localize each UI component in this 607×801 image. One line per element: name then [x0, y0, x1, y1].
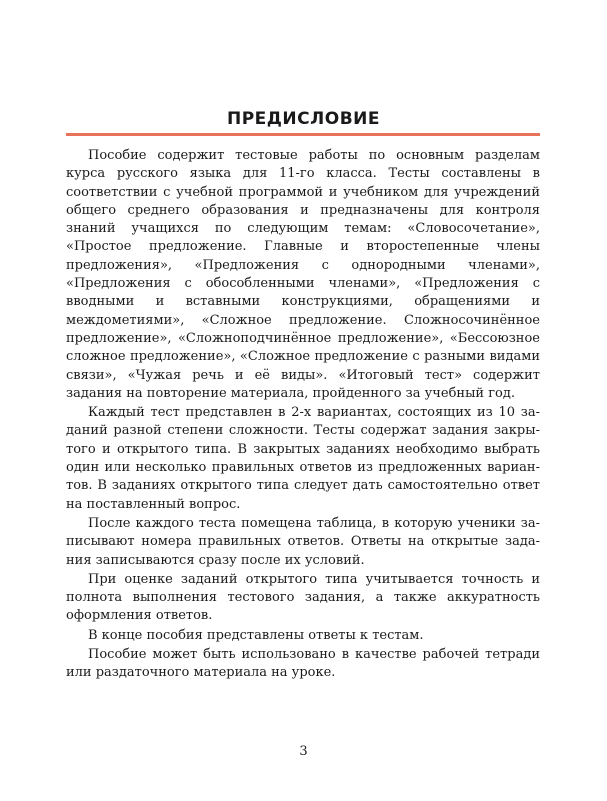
title-underline [66, 133, 540, 136]
paragraph: Пособие содержит тестовые работы по основным разделам курса русского языка для 11-го класса. Тесты составлены в соответствии с учебной программой и учебником для учреждений общего среднего образования и предназначены для контроля знаний учащихся по следующим темам: «Словосочетание», «Простое предложение. Главные и второстепенные члены предложения», «Предложения с однородными членами», «Предложения с обособленными членами», «Предложения с вводными и вставными конструкциями, обращениями и междометиями», «Сложное предложение. Сложносочинённое предложение», «Сложноподчинённое предложение», «Бессоюзное сложное предложение», «Сложное предложение с разными видами связи», «Чужая речь и её виды». «Итоговый тест» содержит задания на повторение материала, пройденного за учебный год. [66, 148, 540, 401]
paragraph: Пособие может быть использовано в качестве рабочей тетради или раздаточного материала на уроке. [66, 647, 540, 681]
paragraph: При оценке заданий открытого типа учитывается точность и полнота выполнения тестового задания, а также аккуратность оформления ответов. [66, 571, 540, 624]
preface-body [66, 147, 540, 684]
page-number: 3 [299, 744, 308, 759]
page-title: ПРЕДИСЛОВИЕ [226, 109, 380, 129]
paragraph: В конце пособия представлены ответы к тестам. [88, 627, 424, 643]
paragraph: После каждого теста помещена таблица, в которую ученики записывают номера правильных ответов. Ответы на открытые задания записываются сразу после их условий. [66, 515, 540, 568]
paragraph: Каждый тест представлен в 2-х вариантах, состоящих из 10 заданий разной степени сложности. Тесты содержат задания закрытого и открытого типа. В закрытых заданиях необходимо выбрать один или несколько правильных ответов из предложенных вариантов. В заданиях открытого типа следует дать самостоятельно ответ на поставленный вопрос. [66, 405, 540, 512]
